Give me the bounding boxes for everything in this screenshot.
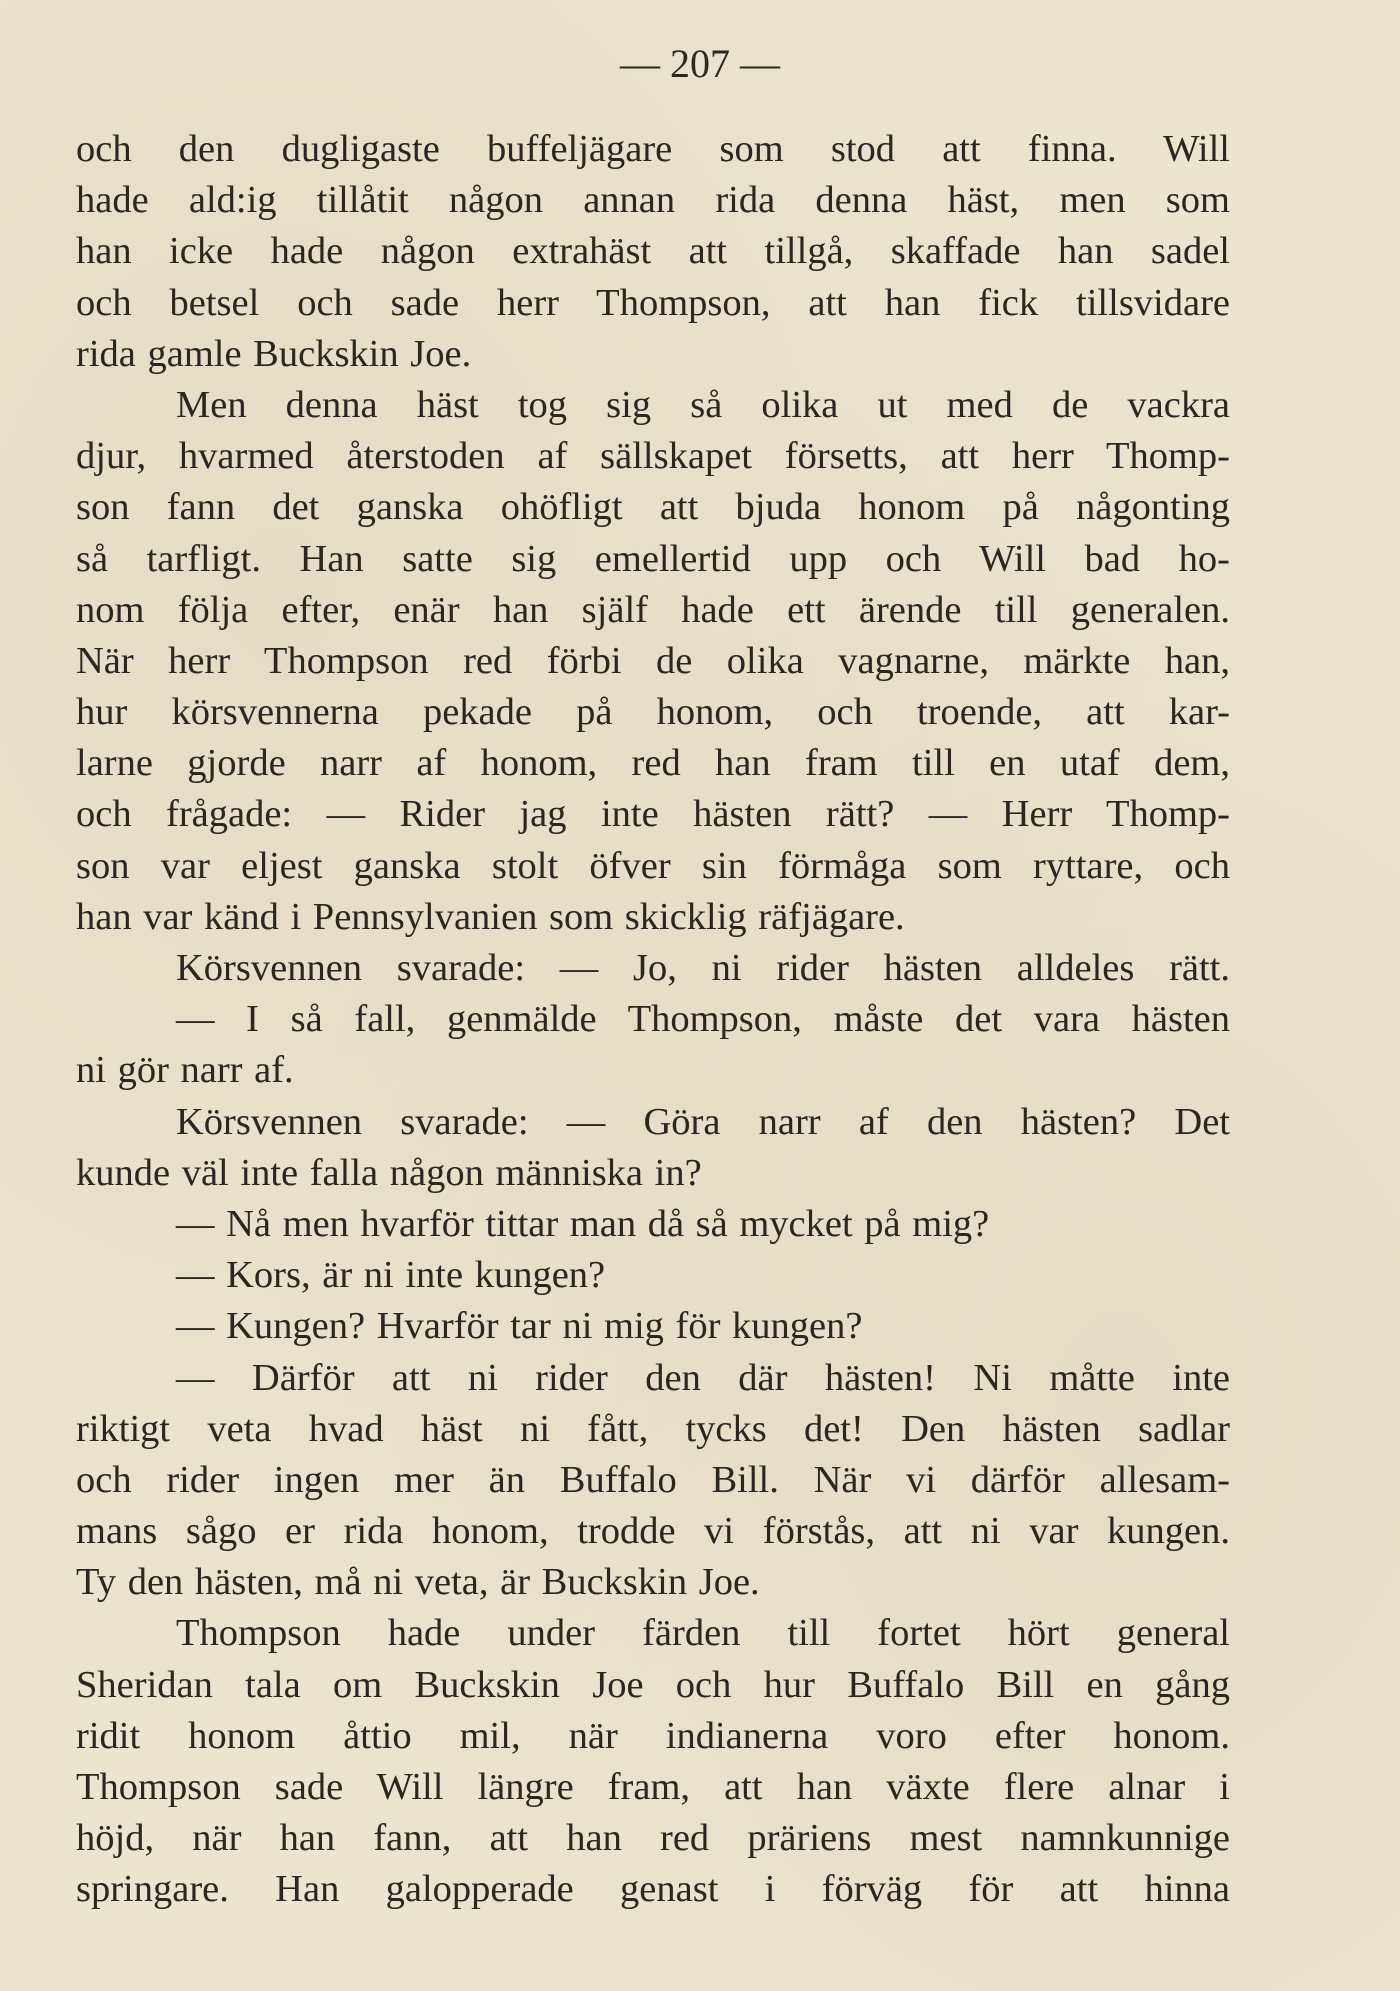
text-line: han icke hade någon extrahäst att tillgå, skaffade han sadel xyxy=(76,230,1230,273)
body-text xyxy=(76,124,1230,1916)
text-line: Men denna häst tog sig så olika ut med de vackra xyxy=(176,383,1230,426)
text-line: hade ald:ig tillåtit någon annan rida denna häst, men som xyxy=(76,179,1230,222)
text-line: Thompson sade Will längre fram, att han växte flere alnar i xyxy=(76,1766,1230,1808)
text-line: Körsvennen svarade: — Jo, ni rider hästen alldeles rätt. xyxy=(176,947,1230,989)
text-line: springare. Han galopperade genast i förväg för att hinna xyxy=(76,1868,1230,1911)
text-line: djur, hvarmed återstoden af sällskapet försetts, att herr Thomp- xyxy=(76,435,1230,478)
text-line: ni gör narr af. xyxy=(76,1049,294,1092)
text-line: När herr Thompson red förbi de olika vagnarne, märkte han, xyxy=(76,639,1230,682)
text-line: — Därför att ni rider den där hästen! Ni måtte inte xyxy=(176,1356,1230,1399)
text-line: son var eljest ganska stolt öfver sin förmåga som ryttare, och xyxy=(76,844,1230,887)
text-line: Ty den hästen, må ni veta, är Buckskin Joe. xyxy=(76,1561,760,1604)
text-line: mans sågo er rida honom, trodde vi förstås, att ni var kungen. xyxy=(76,1510,1230,1553)
text-line: och frågade: — Rider jag inte hästen rätt? — Herr Thomp- xyxy=(76,793,1230,836)
text-line: — Kors, är ni inte kungen? xyxy=(176,1254,606,1297)
text-line: rida gamle Buckskin Joe. xyxy=(76,332,472,375)
text-line: Thompson hade under färden till fortet hört general xyxy=(176,1612,1230,1655)
text-line: hur körsvennerna pekade på honom, och troende, att kar- xyxy=(76,691,1230,734)
text-line: Sheridan tala om Buckskin Joe och hur Buffalo Bill en gång xyxy=(76,1663,1230,1706)
text-line: höjd, när han fann, att han red präriens mest namnkunnige xyxy=(76,1817,1230,1860)
text-line: — I så fall, genmälde Thompson, måste det vara hästen xyxy=(176,998,1230,1041)
text-line: Körsvennen svarade: — Göra narr af den hästen? Det xyxy=(176,1100,1230,1143)
text-line: han var känd i Pennsylvanien som skicklig räfjägare. xyxy=(76,895,905,938)
text-line: — Kungen? Hvarför tar ni mig för kungen? xyxy=(176,1305,863,1348)
text-line: och den dugligaste buffeljägare som stod att finna. Will xyxy=(76,128,1230,170)
text-line: och betsel och sade herr Thompson, att han fick tillsvidare xyxy=(76,281,1230,324)
text-line: nom följa efter, enär han själf hade ett ärende till generalen. xyxy=(76,588,1230,631)
text-line: son fann det ganska ohöfligt att bjuda honom på någonting xyxy=(76,486,1230,529)
text-line: kunde väl inte falla någon människa in? xyxy=(76,1151,702,1194)
text-line: — Nå men hvarför tittar man då så mycket på mig? xyxy=(176,1202,990,1245)
text-line: riktigt veta hvad häst ni fått, tycks det! Den hästen sadlar xyxy=(76,1407,1230,1450)
text-line: ridit honom åttio mil, när indianerna voro efter honom. xyxy=(76,1714,1230,1757)
text-line: larne gjorde narr af honom, red han fram till en utaf dem, xyxy=(76,742,1230,785)
text-line: så tarfligt. Han satte sig emellertid upp och Will bad ho- xyxy=(76,537,1230,580)
page-number: — 207 — xyxy=(620,41,780,86)
text-line: och rider ingen mer än Buffalo Bill. När vi därför allesam- xyxy=(76,1458,1230,1501)
